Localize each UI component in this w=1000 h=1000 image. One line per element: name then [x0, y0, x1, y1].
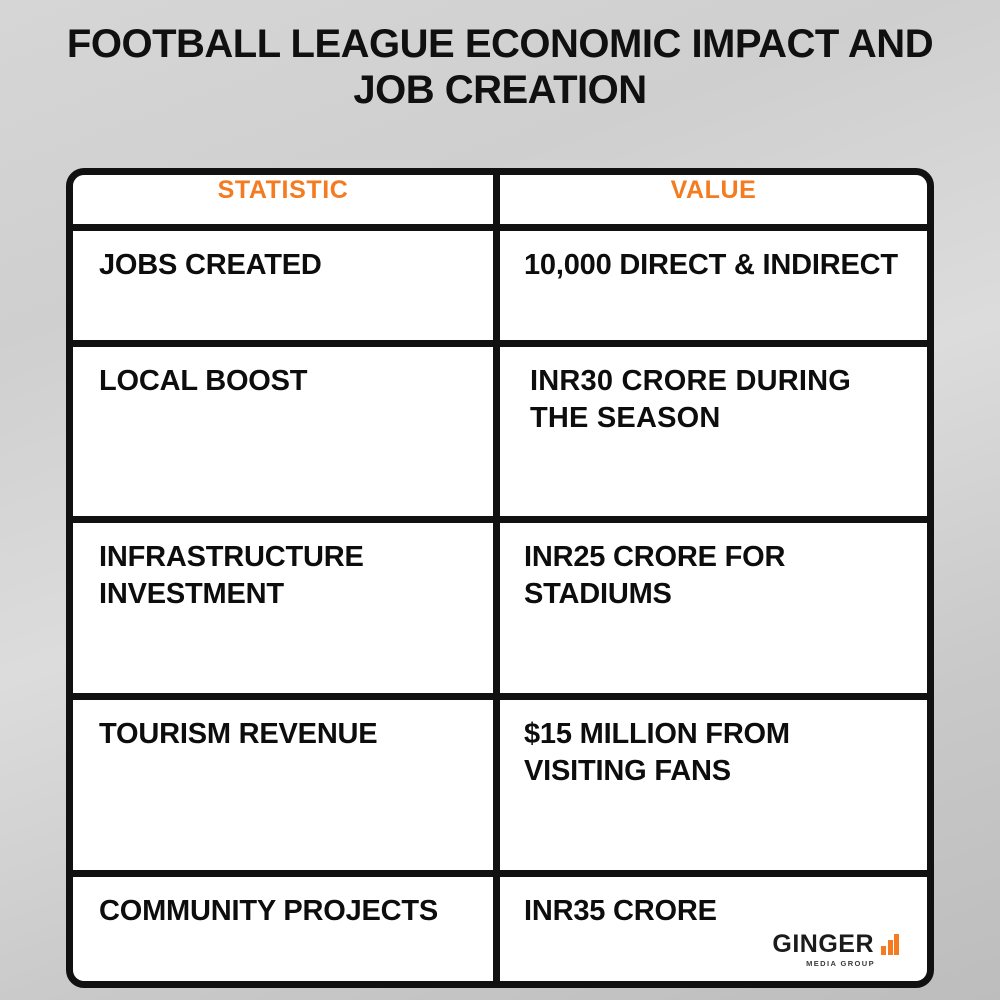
table-header-row — [73, 175, 927, 231]
cell-value: 10,000 DIRECT & INDIRECT — [500, 231, 927, 347]
table-row — [73, 523, 927, 700]
cell-value: INR35 CRORE — [500, 877, 927, 981]
logo-tagline: MEDIA GROUP — [806, 958, 875, 968]
cell-statistic: TOURISM REVENUE — [73, 700, 500, 877]
table-body — [73, 231, 927, 981]
column-header-value: VALUE — [500, 175, 927, 231]
cell-statistic: JOBS CREATED — [73, 231, 500, 347]
table-row — [73, 347, 927, 524]
cell-statistic: LOCAL BOOST — [73, 347, 500, 524]
cell-value: $15 MILLION FROM VISITING FANS — [500, 700, 927, 877]
page-title: FOOTBALL LEAGUE ECONOMIC IMPACT AND JOB CREATION — [66, 22, 934, 112]
statistics-table-container — [66, 168, 934, 988]
cell-value: INR25 CRORE FOR STADIUMS — [500, 523, 927, 700]
column-header-statistic: STATISTIC — [73, 175, 500, 231]
cell-statistic: INFRASTRUCTURE INVESTMENT — [73, 523, 500, 700]
cell-value: INR30 CRORE DURING THE SEASON — [500, 347, 927, 524]
table-row — [73, 231, 927, 347]
brand-logo — [772, 929, 899, 968]
cell-statistic: COMMUNITY PROJECTS — [73, 877, 500, 981]
bar-chart-icon — [877, 934, 899, 956]
table-header — [73, 175, 927, 231]
logo-wordmark: GINGER — [772, 929, 874, 958]
table-row — [73, 700, 927, 877]
statistics-table — [73, 175, 927, 981]
